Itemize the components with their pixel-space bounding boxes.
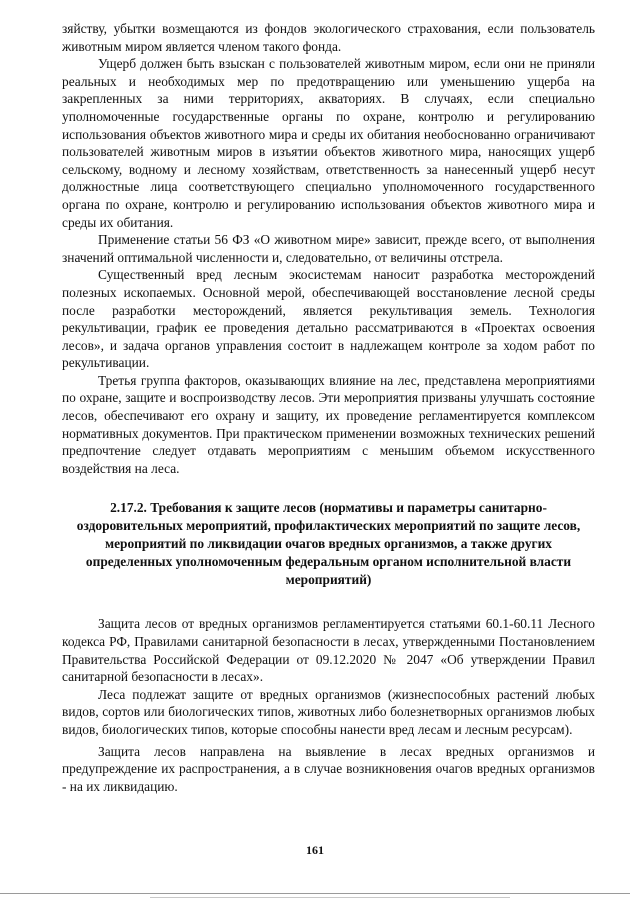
- paragraph-protection-goal: Защита лесов направлена на выявление в лесах вредных организмов и предупреждение их распространения, а в случае возникновения очагов вредных организмов - на их ликвидацию.: [62, 743, 595, 794]
- paragraph-article-56: Применение статьи 56 ФЗ «О животном мире» зависит, прежде всего, от выполнения значений оптимальной численности и, следовательно, от величины отстрела.: [62, 232, 595, 265]
- paragraph-forest-protection-law: Защита лесов от вредных организмов регламентируется статьями 60.1-60.11 Лесного кодекса РФ, Правилами санитарной безопасности в лесах, утвержденными Постановлением Правительства Российской Федерации от 09.12.2020 № 2047 «Об утверждении Правил санитарной безопасности в лесах».: [62, 616, 595, 685]
- paragraph-harmful-organisms: Леса подлежат защите от вредных организмов (жизнеспособных растений любых видов, сортов или биологических типов, животных либо болезнетворных организмов любых видов, биологических типов, которые способны нанести вред лесам и лесным ресурсам).: [62, 686, 595, 737]
- section-heading: 2.17.2. Требования к защите лесов (нормативы и параметры санитарно-оздоровительных мероприятий, профилактических мероприятий по защите лесов, мероприятий по ликвидации очагов вредных организмов, а также других определенных уполномоченным федеральным органом исполнительной власти мероприятий): [76, 500, 581, 588]
- scan-edge-line-secondary: [150, 897, 510, 898]
- paragraph-continuation: зяйству, убытки возмещаются из фондов экологического страхования, если пользователь животным миром является членом такого фонда.: [62, 21, 595, 54]
- paragraph-mineral-deposits: Существенный вред лесным экосистемам наносит разработка месторождений полезных ископаемых. Основной мерой, обеспечивающей восстановление лесной среды после разработки месторождений, является рекультивация земель. Технология рекультивации, график ее проведения детально рассматриваются в «Проектах освоения лесов», и задача органов управления состоит в надлежащем контроле за ходом работ по рекультивации.: [62, 267, 595, 371]
- scan-edge-line: [0, 893, 630, 894]
- paragraph-damage-recovery: Ущерб должен быть взыскан с пользователей животным миром, если они не приняли реальных и необходимых мер по предотвращению или уменьшению ущерба на закрепленных за ними территориях, акваториях. В случаях, если специально уполномоченные государственные органы по охране, контролю и регулированию использования объектов животного мира и среды их обитания необоснованно ограничивают пользователей животным миров в изъятии объектов животного мира, наносящих ущерб сельскому, водному и лесному хозяйствам, ответственность за нанесенный ущерб несут должностные лица соответствующего специально уполномоченного государственного органа по охране, контролю и регулированию использования объектов животного мира и среды их обитания.: [62, 56, 595, 230]
- paragraph-third-group: Третья группа факторов, оказывающих влияние на лес, представлена мероприятиями по охране, защите и воспроизводству лесов. Эти мероприятия призваны улучшать состояние лесов, обеспечивают его охрану и защиту, их проведение регламентируется комплексом нормативных документов. При практическом применении возможных технических решений предпочтение следует отдавать мероприятиям с меньшим объемом искусственного воздействия на леса.: [62, 372, 595, 476]
- page-number: 161: [306, 843, 324, 857]
- document-page: [62, 20, 595, 795]
